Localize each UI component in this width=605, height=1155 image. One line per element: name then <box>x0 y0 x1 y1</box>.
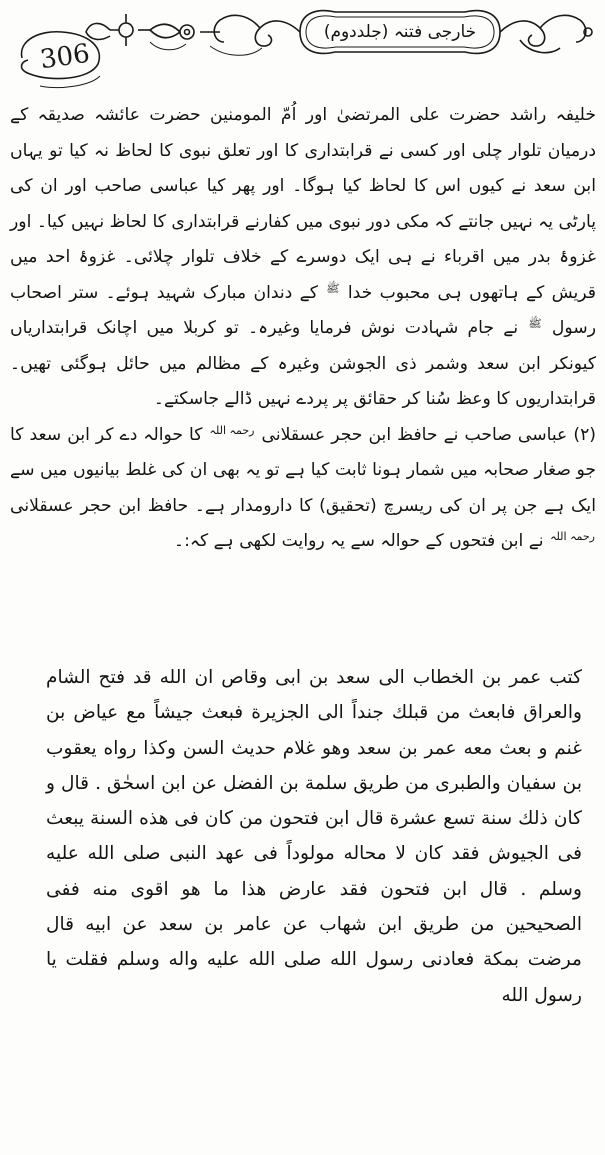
rahimahullah-honorific: رحمہ اللہ <box>550 530 595 543</box>
paragraph-1-text-b: کے دندان مبارک شہید ہوئے۔ ستر اصحاب رسول <box>10 282 596 338</box>
paragraph-2-number: (۲) <box>573 424 597 445</box>
salutation-honorific: ﷺ <box>528 317 542 330</box>
paragraph-2-text-a: عباسی صاحب نے حافظ ابن حجر عسقلانی <box>261 424 568 445</box>
urdu-body-text <box>10 98 596 560</box>
running-title: خارجی فتنہ (جلددوم) <box>323 22 477 42</box>
page-number: 306 <box>38 38 92 76</box>
paragraph-1-text-c: نے جام شہادت نوش فرمایا وغیرہ۔ تو کربلا میں اچانک قرابتداریاں کیونکر ابن سعد وشمر ذی الجوشن وغیرہ کے مظالم میں حائل ہوگئی تھیں۔ قرابتداریوں کا وعظ سُنا کر حقائق پر پردے نہیں ڈالے جاسکتے۔ <box>10 318 596 409</box>
paragraph-2-text-c: نے ابن فتحوں کے حوالہ سے یہ روایت لکھی ہے کہ:۔ <box>174 531 544 551</box>
rahimahullah-honorific: رحمہ اللہ <box>209 423 255 437</box>
arabic-quotation-text: كتب عمر بن الخطاب الى سعد بن ابى وقاص ان الله قد فتح الشام والعراق فابعث من قبلك جنداً الى الجزيرة فبعث جيشاً مع عياض بن غنم و بعث معه عمر بن سعد وهو غلام حديث السن وكذا رواه يعقوب بن سفيان والطبرى من طريق سلمة بن الفضل عن ابن اسحٰق . قال و كان ذلك سنة تسع عشرة قال ابن فتحون من كان فى هذه السنة يبعث فى الجيوش فقد كان لا محاله مولوداً فى عهد النبى صلى الله عليه وسلم . قال ابن فتحون فقد عارض هذا ما هو اقوى منه ففى الصحيحين من طريق ابن شهاب عن عامر بن سعد عن ابيه قال مرضت بمكة فعادنى رسول الله صلى الله عليه واله وسلم فقلت يا رسول الله <box>46 667 582 1006</box>
arabic-quotation <box>46 660 582 1013</box>
paragraph-2 <box>10 418 596 560</box>
paragraph-2-text-b: کا حوالہ دے کر ابن سعد کا جو صغار صحابہ میں شمار ہونا ثابت کیا ہے تو یہ بھی ان کی غلط بیانیوں میں سے ایک ہے جن پر ان کی ریسرچ (تحقیق) کا دارومدار ہے۔ حافظ ابن حجر عسقلانی <box>10 424 596 516</box>
salutation-honorific: ﷺ <box>326 281 340 295</box>
paragraph-1-text-a: خلیفہ راشد حضرت علی المرتضیٰ اور اُمّ المومنین حضرت عائشہ صدیقہ کے درمیان تلوار چلی اور کسی نے قرابتداری کا اور تعلق نبوی کا لحاظ نہ کیا تو یہاں ابن سعد نے کیوں اس کا لحاظ کیا ہوگا۔ اور پھر کیا عباسی صاحب اور ان کی پارٹی یہ نہیں جانتے کہ مکی دور نبوی میں کفارنے قرابتداری کا لحاظ نہیں کیا۔ اور غزوۂ بدر میں اقرباء نے ہی ایک دوسرے کے خلاف تلوار چلائی۔ غزوۂ احد میں قریش کے ہاتھوں ہی محبوب خدا <box>10 105 596 303</box>
paragraph-1 <box>10 98 596 418</box>
